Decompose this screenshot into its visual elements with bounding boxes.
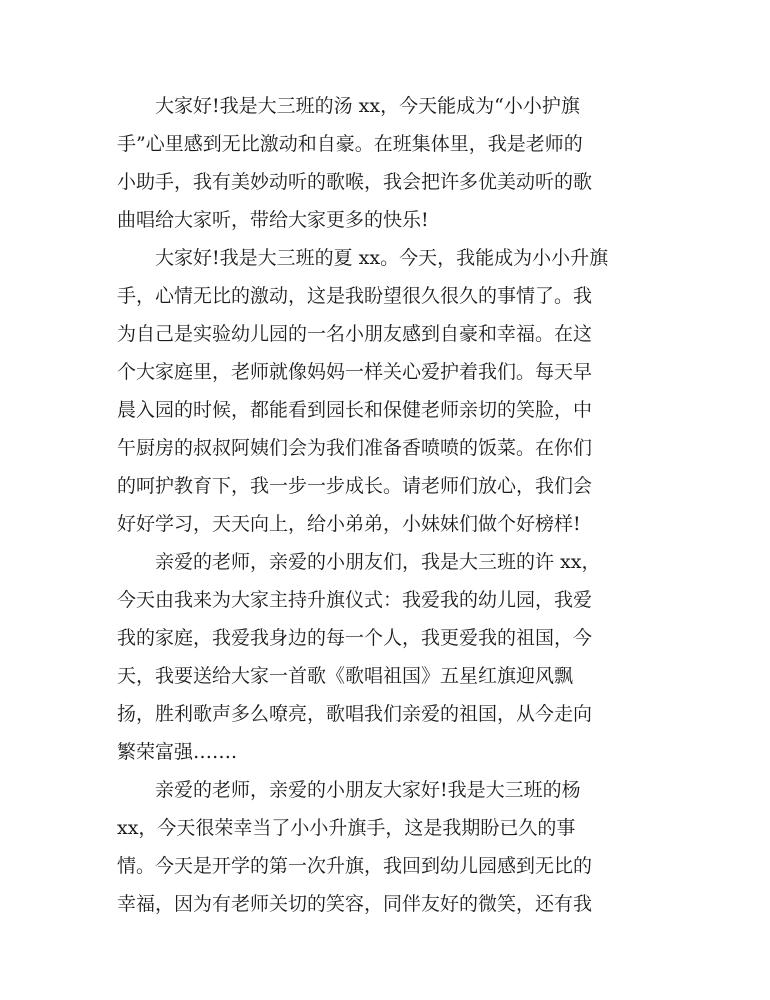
text-line: 好好学习，天天向上，给小弟弟，小妹妹们做个好榜样! (117, 513, 581, 535)
text-line: 幸福，因为有老师关切的笑容，同伴友好的微笑，还有我 (117, 893, 593, 915)
text-line: 小助手，我有美妙动听的歌喉，我会把许多优美动听的歌 (117, 171, 593, 193)
text-line: xx，今天很荣幸当了小小升旗手，这是我期盼已久的事 (117, 817, 576, 839)
text-line: 个大家庭里，老师就像妈妈一样关心爱护着我们。每天早 (117, 361, 593, 383)
text-line: 大家好!我是大三班的夏 xx。今天，我能成为小小升旗 (155, 247, 609, 269)
text-line: 晨入园的时候，都能看到园长和保健老师亲切的笑脸，中 (117, 399, 593, 421)
text-line: 情。今天是开学的第一次升旗，我回到幼儿园感到无比的 (117, 855, 593, 877)
text-line: 的呵护教育下，我一步一步成长。请老师们放心，我们会 (117, 475, 593, 497)
text-line: 繁荣富强……. (117, 741, 238, 763)
text-line: 午厨房的叔叔阿姨们会为我们准备香喷喷的饭菜。在你们 (117, 437, 593, 459)
text-line: 我的家庭，我爱我身边的每一个人，我更爱我的祖国，今 (117, 627, 593, 649)
text-line: 为自己是实验幼儿园的一名小朋友感到自豪和幸福。在这 (117, 323, 593, 345)
text-line: 亲爱的老师，亲爱的小朋友大家好!我是大三班的杨 (155, 779, 581, 801)
text-line: 手”心里感到无比激动和自豪。在班集体里，我是老师的 (117, 133, 583, 155)
text-line: 手，心情无比的激动，这是我盼望很久很久的事情了。我 (117, 285, 593, 307)
text-line: 大家好!我是大三班的汤 xx，今天能成为“小小护旗 (155, 95, 580, 117)
text-line: 扬，胜利歌声多么嘹亮，歌唱我们亲爱的祖国，从今走向 (117, 703, 593, 725)
text-line: 天，我要送给大家一首歌《歌唱祖国》五星红旗迎风飘 (117, 665, 574, 687)
text-line: 今天由我来为大家主持升旗仪式：我爱我的幼儿园，我爱 (117, 589, 593, 611)
text-line: 亲爱的老师，亲爱的小朋友们，我是大三班的许 xx， (155, 551, 601, 573)
text-line: 曲唱给大家听，带给大家更多的快乐! (117, 209, 429, 231)
